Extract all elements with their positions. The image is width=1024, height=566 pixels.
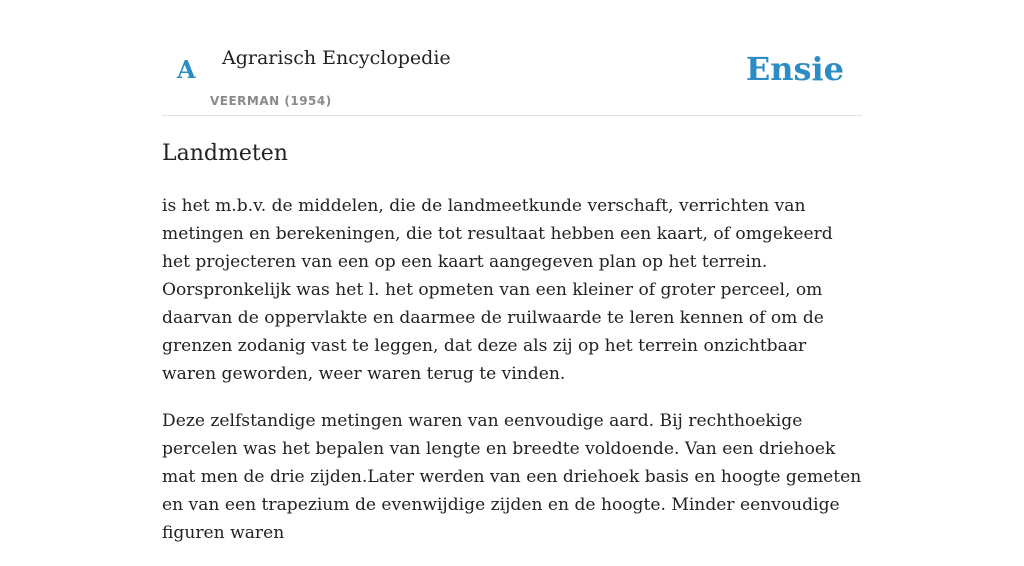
book-author: VEERMAN (1954) — [210, 94, 332, 108]
letter-index-link[interactable]: A — [177, 55, 196, 84]
page-header — [162, 0, 862, 116]
article-body — [162, 192, 862, 566]
article-paragraph: is het m.b.v. de middelen, die de landmeetkunde verschaft, verrichten van metingen en berekeningen, die tot resultaat hebben een kaart, of omgekeerd het projecteren van een op een kaart aangegeven plan op het terrein. Oorspronkelijk was het l. het opmeten van een kleiner of groter perceel, om daarvan de oppervlakte en daarmee de ruilwaarde te leren kennen of om de grenzen zodanig vast te leggen, dat deze als zij op het terrein onzichtbaar waren geworden, weer waren terug te vinden. — [162, 196, 833, 384]
article-title: Landmeten — [162, 141, 288, 166]
article-paragraph: Deze zelfstandige metingen waren van eenvoudige aard. Bij rechthoekige percelen was het bepalen van lengte en breedte voldoende. Van een driehoek mat men de drie zijden.Later werden van een driehoek basis en hoogte gemeten en van een trapezium de evenwijdige zijden en de hoogte. Minder eenvoudige figuren waren — [162, 411, 862, 543]
book-title: Agrarisch Encyclopedie — [222, 47, 451, 69]
brand-logo[interactable]: Ensie — [745, 50, 844, 88]
